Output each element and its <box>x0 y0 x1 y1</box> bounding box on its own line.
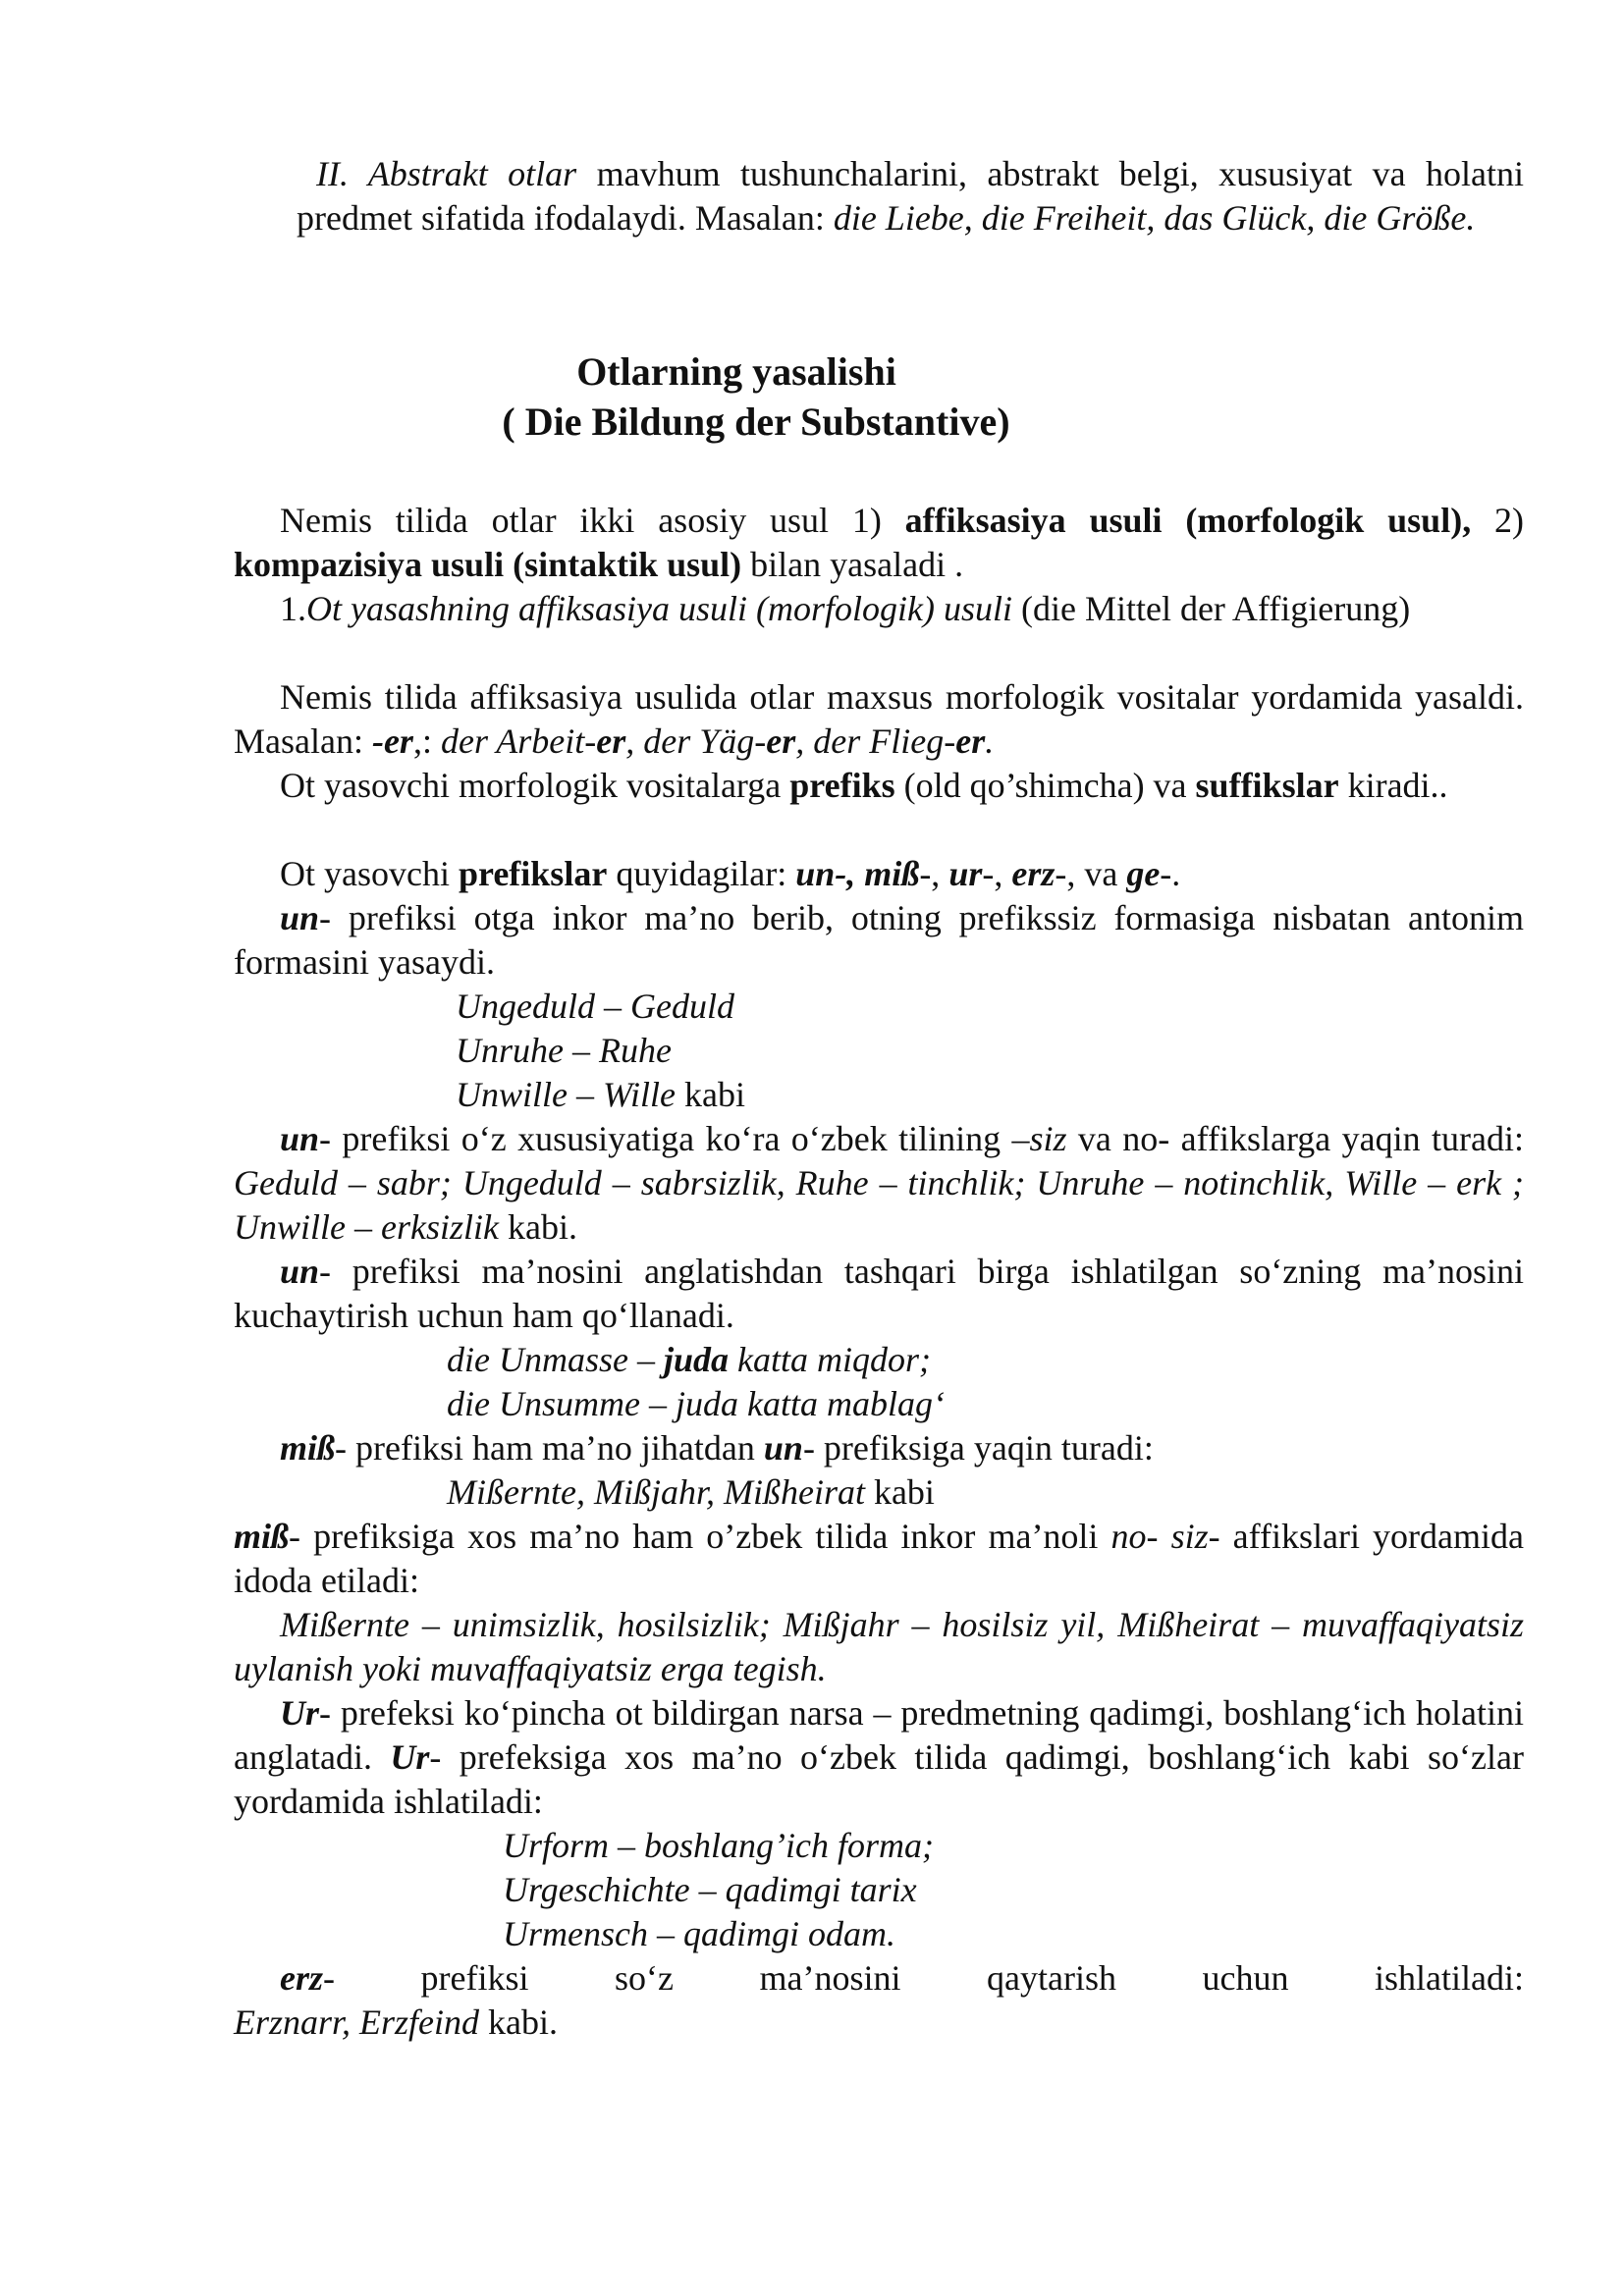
paragraph-10 <box>234 1515 1524 1603</box>
intro-label: II. Abstrakt otlar <box>316 154 577 193</box>
paragraph-5 <box>234 852 1524 896</box>
p7-text-2: va no- affikslarga yaqin turadi: <box>1066 1119 1524 1158</box>
paragraph-6 <box>234 896 1524 985</box>
example-3-words: Mißernte, Mißjahr, Mißheirat <box>447 1472 865 1512</box>
example-3-kabi: kabi <box>864 1472 935 1512</box>
p5-prefix-un: un-, <box>795 854 856 893</box>
p2-rest: (die Mittel der Affigierung) <box>1011 589 1411 628</box>
example-1-line-2: Unruhe – Ruhe <box>456 1031 672 1070</box>
p3-ex3b: er <box>955 721 986 761</box>
paragraph-2 <box>234 587 1524 631</box>
p12-prefix: Ur <box>280 1693 320 1733</box>
paragraph-8 <box>234 1250 1524 1338</box>
p10-text-2: affikslari yordamida idoda etiladi: <box>234 1517 1524 1600</box>
paragraph-12 <box>234 1691 1524 1824</box>
paragraph-3 <box>234 675 1524 764</box>
p8-prefix: un <box>280 1252 320 1291</box>
example-2-l1c: katta miqdor; <box>729 1340 931 1379</box>
example-1-line-1: Ungeduld – Geduld <box>456 987 734 1026</box>
p3-ex2b: er <box>766 721 796 761</box>
example-3 <box>447 1470 935 1515</box>
p9-text-1: - prefiksi ham ma’no jihatdan <box>335 1428 764 1468</box>
p12-text-1: - prefeksi ko‘pincha ot bildirgan narsa – predmetning qadimgi, boshlang‘ich holatini anglatadi. <box>234 1693 1524 1777</box>
p13-prefix: erz <box>280 1958 323 1998</box>
paragraph-13-line-2 <box>234 2001 1524 2045</box>
p3-ex1a: der Arbeit- <box>440 721 597 761</box>
p9-text-2: - prefiksiga yaqin turadi: <box>802 1428 1154 1468</box>
example-4-line-2: Urgeschichte – qadimgi tarix <box>503 1870 917 1909</box>
intro-examples: die Liebe, die Freiheit, das Glück, die Größe. <box>833 198 1476 238</box>
p3-ex3c: . <box>985 721 995 761</box>
p5-end: -. <box>1160 854 1181 893</box>
p12-prefix-2: Ur <box>390 1737 430 1777</box>
p5-prefix-erz: erz <box>1011 854 1056 893</box>
p3-ex1b: er <box>596 721 626 761</box>
p7-examples: Geduld – sabr; Ungeduld – sabrsizlik, Ruhe – tinchlik; Unruhe – notinchlik, Wille – erk ; Unwille – erksizlik <box>234 1163 1524 1247</box>
p7-text-3: kabi. <box>498 1207 577 1247</box>
paragraph-7 <box>234 1117 1524 1250</box>
p9-prefix: miß <box>280 1428 336 1468</box>
p1-bold-1: affiksasiya usuli (morfologik usul), <box>904 501 1472 540</box>
p4-text-2: (old qo’shimcha) va <box>894 766 1196 805</box>
example-1-kabi: kabi <box>675 1075 745 1114</box>
p13-examples: Erznarr, Erzfeind <box>234 2002 480 2042</box>
p1-text-1: Nemis tilida otlar ikki asosiy usul 1) <box>280 501 905 540</box>
p5-text-1: Ot yasovchi <box>280 854 459 893</box>
p7-text-1: - prefiksi o‘z xususiyatiga ko‘ra o‘zbek tilining <box>319 1119 1012 1158</box>
p5-sep-3: -, <box>982 854 1012 893</box>
p8-text: - prefiksi ma’nosini anglatishdan tashqari birga ishlatilgan so‘zning ma’nosini kuchaytirish uchun ham qo‘llanadi. <box>234 1252 1524 1335</box>
p5-prefix-ur: ur <box>948 854 983 893</box>
example-4-line-1: Urform – boshlang’ich forma; <box>503 1826 934 1865</box>
p9-prefix-2: un <box>763 1428 803 1468</box>
example-1-line-3 <box>456 1073 745 1117</box>
paragraph-11: Mißernte – unimsizlik, hosilsizlik; Mißjahr – hosilsiz yil, Mißheirat – muvaffaqiyatsiz uylanish yoki muvaffaqiyatsiz erga tegish. <box>234 1605 1524 1688</box>
p10-prefix: miß <box>234 1517 290 1556</box>
p10-affix: no- siz- <box>1110 1517 1220 1556</box>
example-4-line-3: Urmensch – qadimgi odam. <box>503 1914 895 1953</box>
paragraph-1 <box>234 499 1524 587</box>
intro-text: mavhum tushunchalarini, abstrakt belgi, xususiyat va holatni predmet sifatida ifodalaydi. Masalan: <box>297 154 1524 238</box>
p10-text-1: - prefiksiga xos ma’no ham o’zbek tilida inkor ma’noli <box>289 1517 1111 1556</box>
p5-bold-1: prefikslar <box>458 854 608 893</box>
p2-number: 1. <box>280 589 306 628</box>
paragraph-13-line-1 <box>234 1956 1524 2001</box>
p3-text-1: Nemis tilida affiksasiya usulida otlar maxsus morfologik vositalar yordamida yasaldi. Masalan: <box>234 677 1524 761</box>
p1-text-2: 2) <box>1471 501 1525 540</box>
p12-text-2: - prefeksiga xos ma’no o‘zbek tilida qadimgi, boshlang‘ich kabi so‘zlar yordamida ishlatiladi: <box>234 1737 1524 1821</box>
p3-text-2: ,: <box>412 721 441 761</box>
p3-ex2a: , der Yäg- <box>625 721 767 761</box>
p4-bold-2: suffikslar <box>1195 766 1339 805</box>
example-2-l1b: juda <box>663 1340 730 1379</box>
p5-sep-2: -, <box>919 854 949 893</box>
p6-text: - prefiksi otga inkor ma’no berib, otning prefikssiz formasiga nisbatan antonim formasini yasaydi. <box>234 898 1524 982</box>
example-1-line-3-text: Unwille – Wille <box>456 1075 676 1114</box>
example-2-line-2: die Unsumme – juda katta mablag‘ <box>447 1384 945 1423</box>
p5-text-2: quyidagilar: <box>607 854 796 893</box>
p5-sep-4: -, va <box>1055 854 1127 893</box>
intro-paragraph <box>297 152 1524 240</box>
p1-bold-2: kompazisiya usuli (sintaktik usul) <box>234 545 742 584</box>
p7-siz: –siz <box>1011 1119 1067 1158</box>
p13-text-1: - prefiksi so‘z ma’nosini qaytarish uchun ishlatiladi: <box>323 1958 1524 1998</box>
p6-prefix: un <box>280 898 320 937</box>
p5-prefix-miss: miß <box>864 854 920 893</box>
example-2-line-1 <box>447 1338 931 1382</box>
example-2-l1a: die Unmasse – <box>447 1340 664 1379</box>
p4-text-1: Ot yasovchi morfologik vositalarga <box>280 766 790 805</box>
section-subtitle: ( Die Bildung der Substantive) <box>502 400 1010 444</box>
section-title: Otlarning yasalishi <box>576 349 896 394</box>
p5-prefix-ge: ge <box>1126 854 1161 893</box>
p3-ex3a: , der Flieg- <box>795 721 956 761</box>
paragraph-4 <box>234 764 1524 808</box>
p13-end: kabi. <box>479 2002 559 2042</box>
paragraph-9 <box>234 1426 1524 1470</box>
p1-text-3: bilan yasaladi . <box>741 545 964 584</box>
p2-italic: Ot yasashning affiksasiya usuli (morfologik) usuli <box>306 589 1012 628</box>
p5-space <box>855 854 864 893</box>
p4-bold-1: prefiks <box>789 766 895 805</box>
p4-text-3: kiradi.. <box>1338 766 1448 805</box>
p3-suffix: -er <box>371 721 413 761</box>
p7-prefix: un <box>280 1119 320 1158</box>
